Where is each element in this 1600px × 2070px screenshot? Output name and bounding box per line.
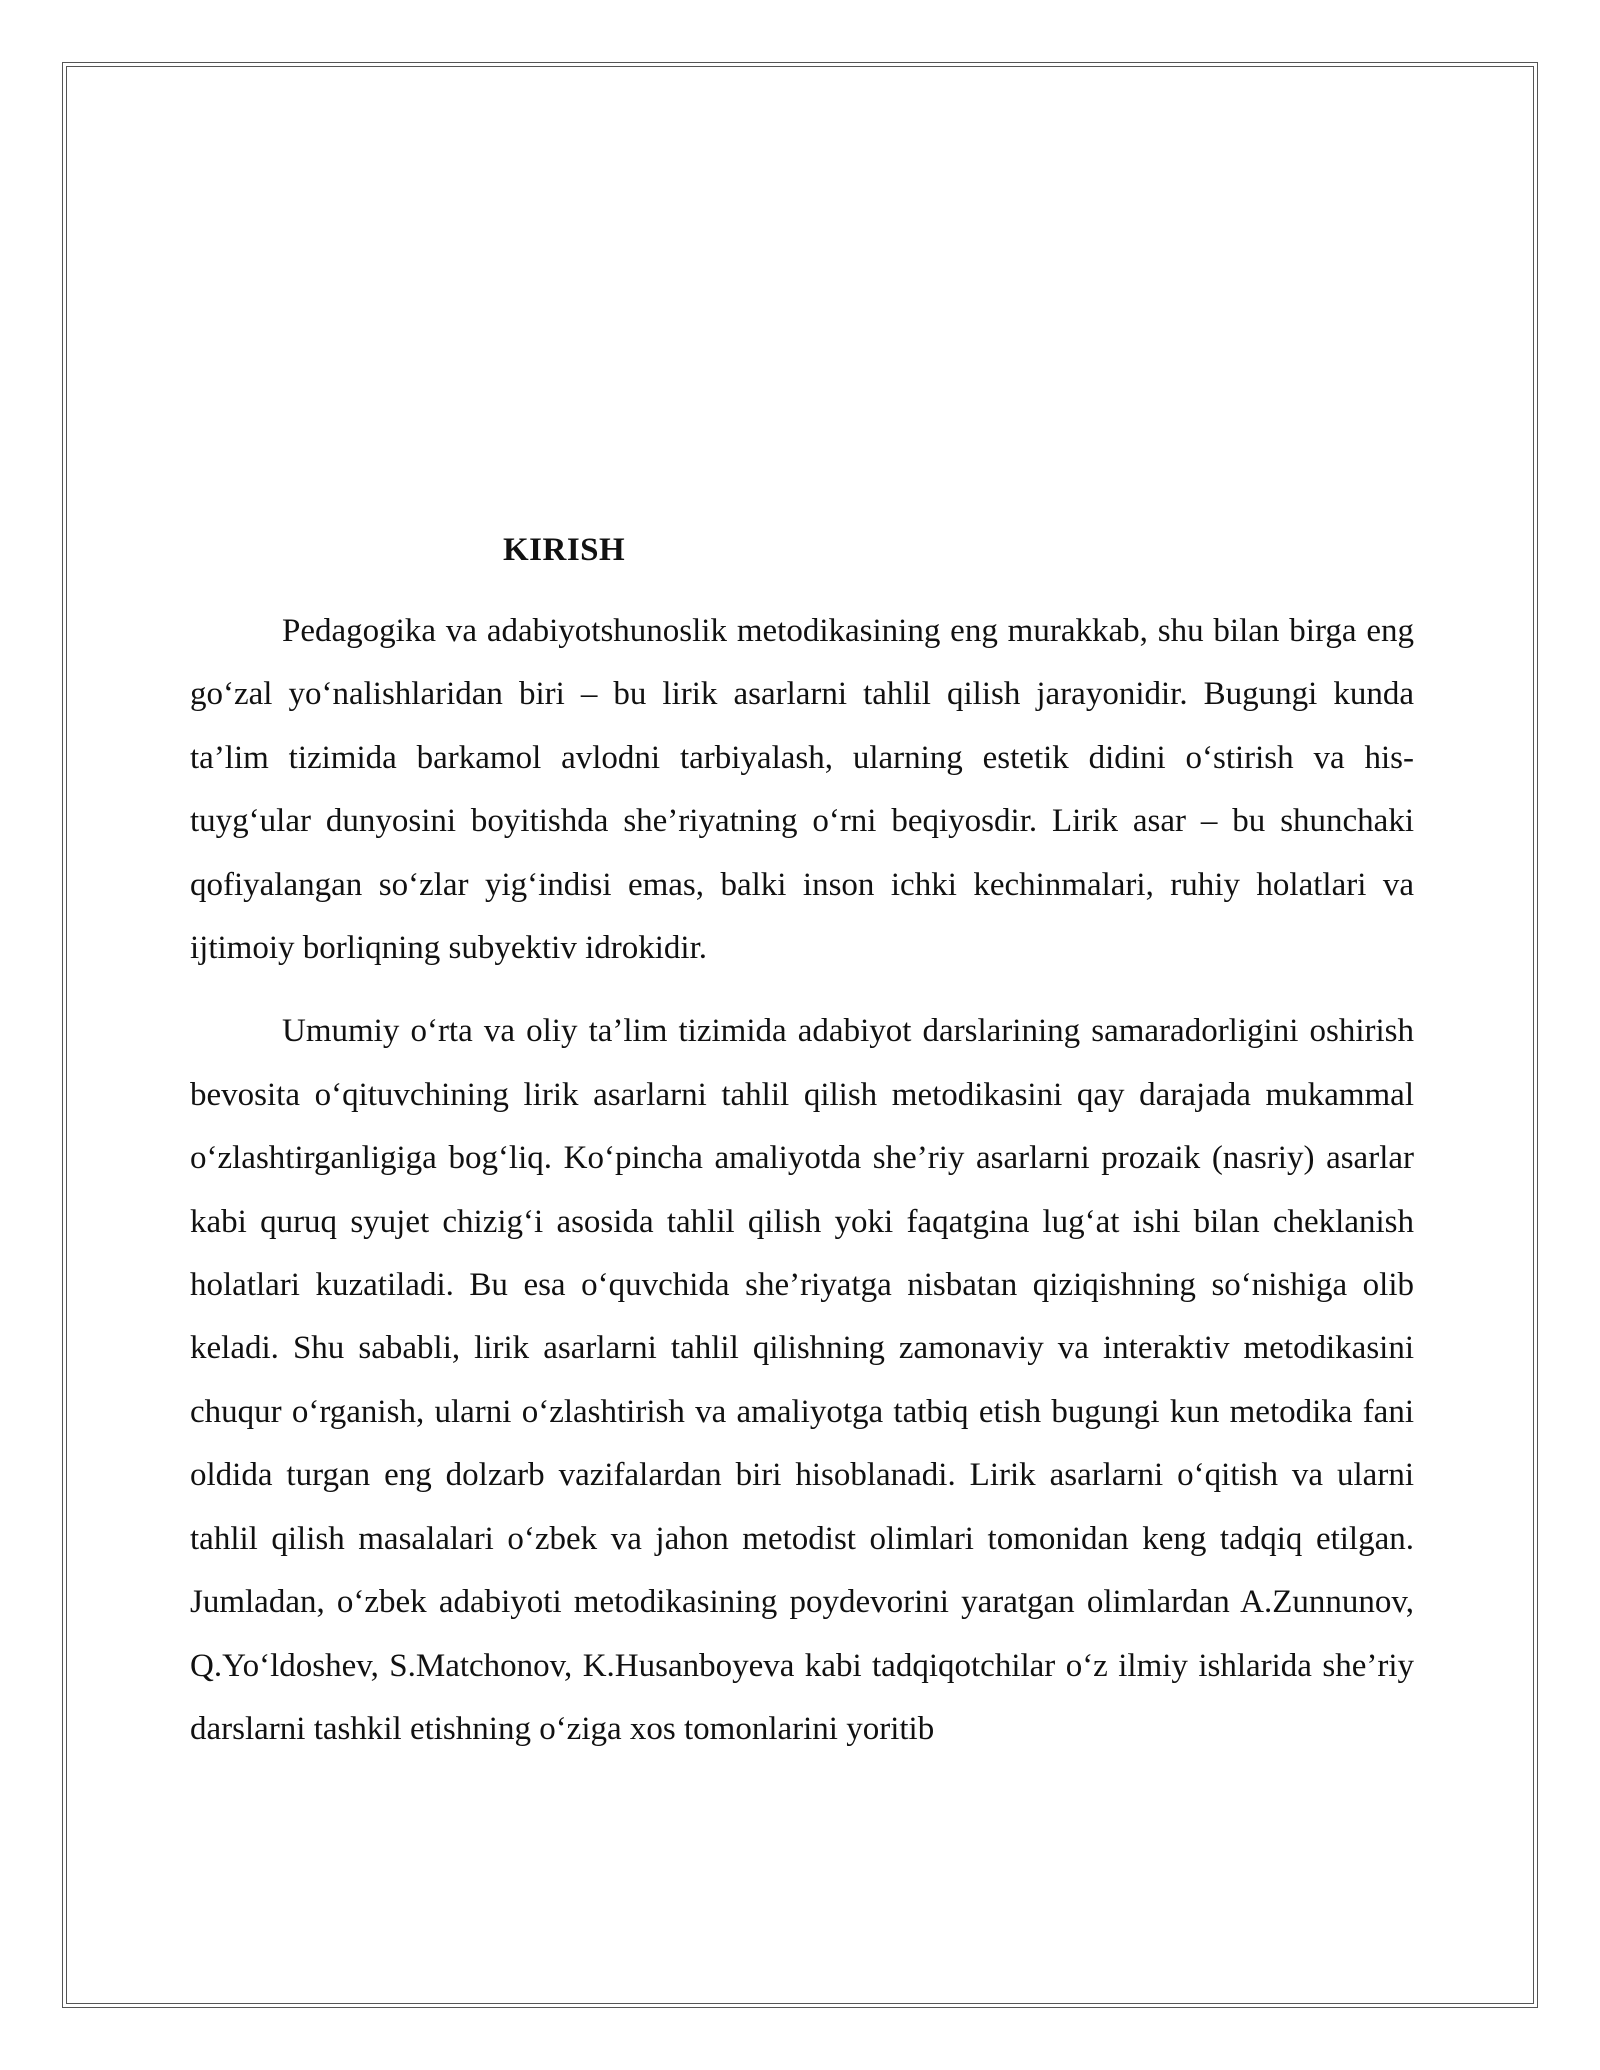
paragraph-2: Umumiy o‘rta va oliy ta’lim tizimida adabiyot darslarining samaradorligini oshirish bevosita o‘qituvchining lirik asarlarni tahlil qilish metodikasini qay darajada mukammal o‘zlashtirganligiga bog‘liq. Ko‘pincha amaliyotda she’riy asarlarni prozaik (nasriy) asarlar kabi quruq syujet chizig‘i asosida tahlil qilish yoki faqatgina lug‘at ishi bilan cheklanish holatlari kuzatiladi. Bu esa o‘quvchida she’riyatga nisbatan qiziqishning so‘nishiga olib keladi. Shu sababli, lirik asarlarni tahlil qilishning zamonaviy va interaktiv metodikasini chuqur o‘rganish, ularni o‘zlashtirish va amaliyotga tatbiq etish bugungi kun metodika fani oldida turgan eng dolzarb vazifalardan biri hisoblanadi. Lirik asarlarni o‘qitish va ularni tahlil qilish masalalari o‘zbek va jahon metodist olimlari tomonidan keng tadqiq etilgan. Jumladan, o‘zbek adabiyoti metodikasining poydevorini yaratgan olimlardan A.Zunnunov, Q.Yo‘ldoshev, S.Matchonov, K.Husanboyeva kabi tadqiqotchilar o‘z ilmiy ishlarida she’riy darslarni tashkil etishning o‘ziga xos tomonlarini yoritib — [190, 1013, 1414, 1747]
paragraph-1: Pedagogika va adabiyotshunoslik metodikasining eng murakkab, shu bilan birga eng go‘zal yo‘nalishlaridan biri – bu lirik asarlarni tahlil qilish jarayonidir. Bugungi kunda ta’lim tizimida barkamol avlodni tarbiyalash, ularning estetik didini o‘stirish va his-tuyg‘ular dunyosini boyitishda she’riyatning o‘rni beqiyosdir. Lirik asar – bu shunchaki qofiyalangan so‘zlar yig‘indisi emas, balki inson ichki kechinmalari, ruhiy holatlari va ijtimoiy borliqning subyektiv idrokidir. — [190, 613, 1414, 967]
section-heading: KIRISH — [503, 532, 626, 568]
document-body — [190, 522, 1414, 1761]
